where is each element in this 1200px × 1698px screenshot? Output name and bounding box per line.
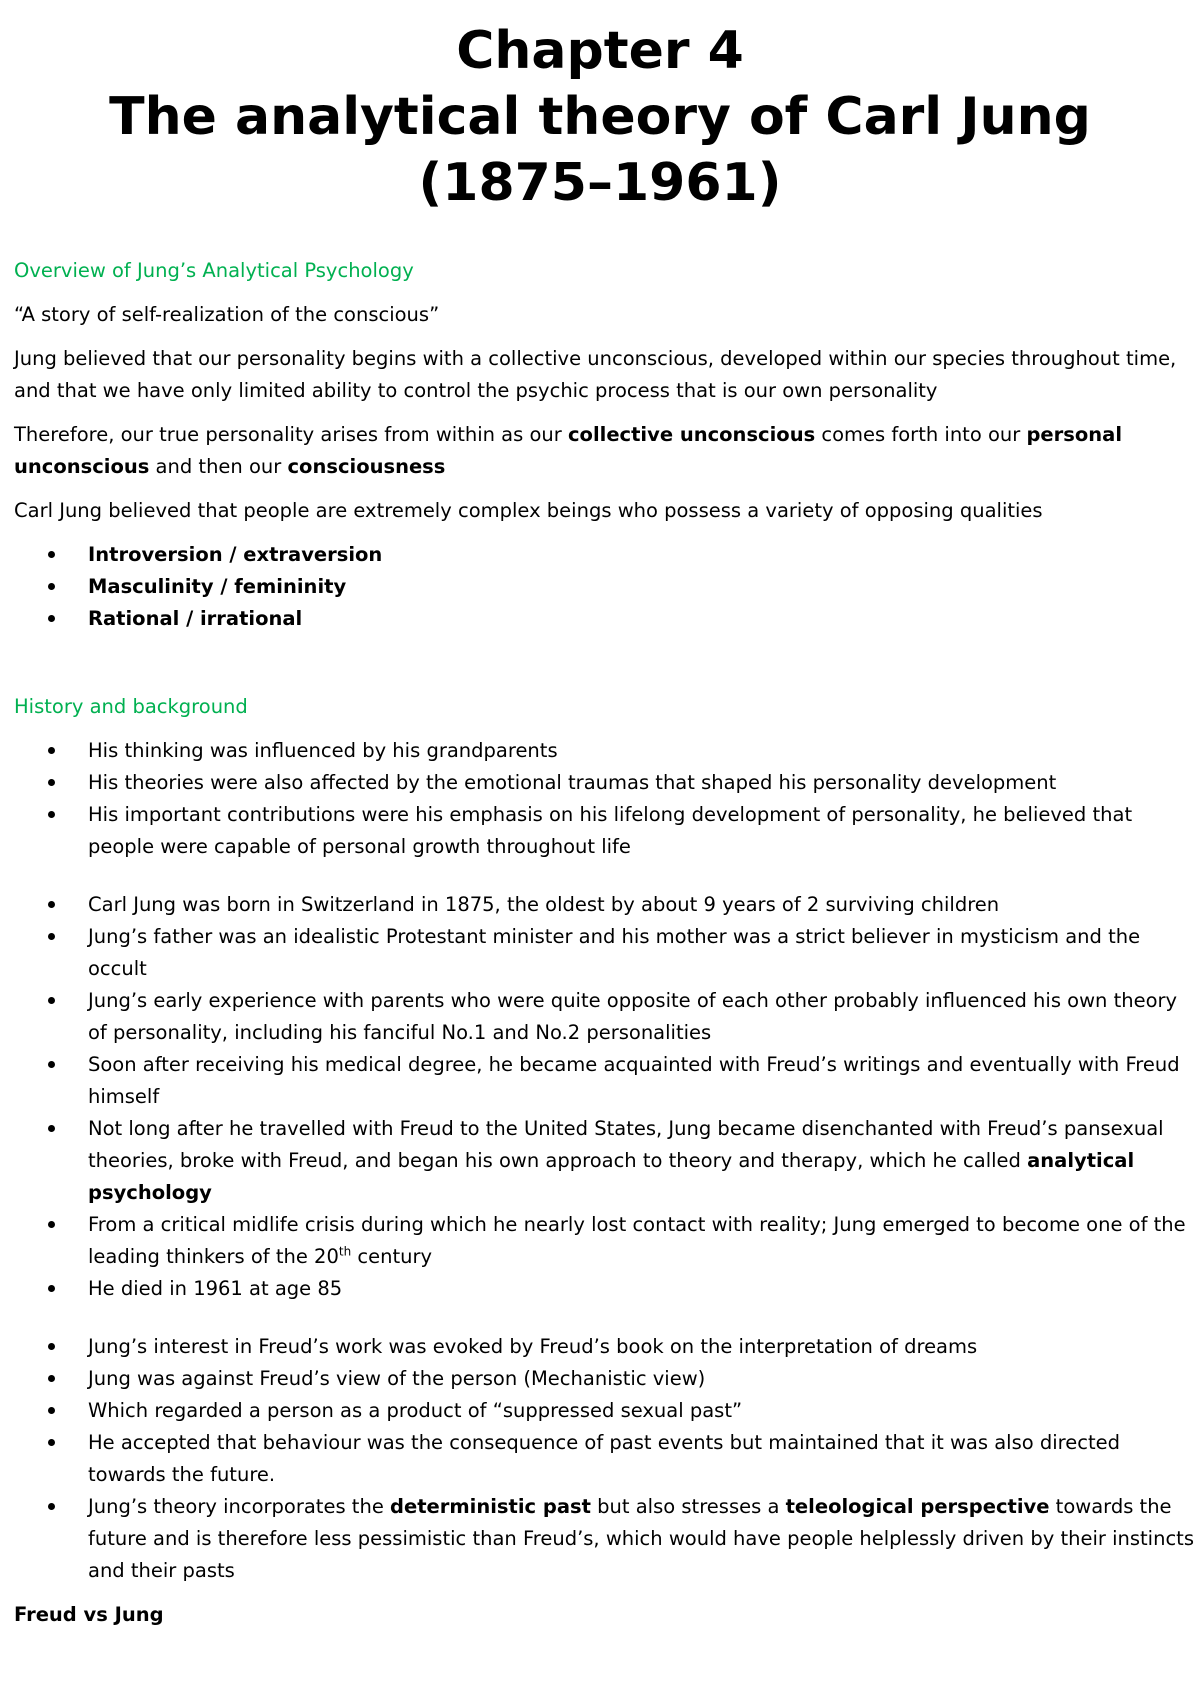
section-heading-overview: Overview of Jung’s Analytical Psychology	[14, 259, 414, 282]
list-item: He died in 1961 at age 85	[14, 1273, 1196, 1305]
term-collective-unconscious: collective unconscious	[568, 423, 816, 446]
term-personal-unconscious: personal unconscious	[14, 423, 1122, 478]
list-item: His thinking was influenced by his grandparents	[14, 735, 1196, 767]
list-item: Soon after receiving his medical degree, he became acquainted with Freud’s writings and eventually with Freud himself	[14, 1049, 1196, 1113]
term-deterministic-past: deterministic past	[390, 1495, 591, 1518]
section-heading-history: History and background	[14, 695, 248, 718]
title-main: The analytical theory of Carl Jung	[109, 87, 1091, 147]
term-teleological-perspective: teleological perspective	[785, 1495, 1050, 1518]
list-item: Introversion / extraversion	[14, 539, 1196, 571]
list-item: He accepted that behaviour was the consequence of past events but maintained that it was also directed towards the future.	[14, 1427, 1196, 1491]
overview-paragraph-2: Therefore, our true personality arises from within as our collective unconscious comes forth into our personal unconscious and then our consciousness	[14, 423, 1122, 478]
title-years: (1875–1961)	[418, 153, 782, 213]
opposing-qualities-list	[14, 539, 1196, 635]
list-item: Not long after he travelled with Freud to the United States, Jung became disenchanted with Freud’s pansexual theories, broke with Freud, and began his own approach to theory and therapy, which he called analytical psychology	[14, 1113, 1196, 1209]
list-item: Which regarded a person as a product of “suppressed sexual past”	[14, 1395, 1196, 1427]
history-list-3	[14, 1331, 1196, 1587]
history-list-2	[14, 889, 1196, 1305]
list-item: Masculinity / femininity	[14, 571, 1196, 603]
list-item: His theories were also affected by the emotional traumas that shaped his personality development	[14, 767, 1196, 799]
term-consciousness: consciousness	[287, 455, 446, 478]
list-item: Rational / irrational	[14, 603, 1196, 635]
overview-paragraph-3: Carl Jung believed that people are extremely complex beings who possess a variety of opposing qualities	[14, 499, 1043, 522]
section-heading-freud-vs-jung: Freud vs Jung	[14, 1603, 164, 1626]
list-item: Jung’s interest in Freud’s work was evoked by Freud’s book on the interpretation of dreams	[14, 1331, 1196, 1363]
term-analytical-psychology: analytical psychology	[88, 1149, 1135, 1204]
overview-quote: “A story of self-realization of the conscious”	[14, 303, 440, 326]
overview-paragraph-1: Jung believed that our personality begins with a collective unconscious, developed within our species throughout time, and that we have only limited ability to control the psychic process that is our own personality	[14, 347, 1177, 402]
list-item: Jung was against Freud’s view of the person (Mechanistic view)	[14, 1363, 1196, 1395]
list-item: Jung’s early experience with parents who were quite opposite of each other probably influenced his own theory of personality, including his fanciful No.1 and No.2 personalities	[14, 985, 1196, 1049]
title-chapter-number: Chapter 4	[456, 21, 744, 81]
list-item: From a critical midlife crisis during which he nearly lost contact with reality; Jung emerged to become one of the leading thinkers of the 20th century	[14, 1209, 1196, 1273]
list-item: Jung’s father was an idealistic Protestant minister and his mother was a strict believer in mysticism and the occult	[14, 921, 1196, 985]
list-item: Jung’s theory incorporates the deterministic past but also stresses a teleological perspective towards the future and is therefore less pessimistic than Freud’s, which would have people helplessly driven by their instincts and their pasts	[14, 1491, 1196, 1587]
document-body	[14, 255, 1196, 1631]
list-item: Carl Jung was born in Switzerland in 1875, the oldest by about 9 years of 2 surviving children	[14, 889, 1196, 921]
chapter-title	[0, 18, 1200, 216]
history-list-1	[14, 735, 1196, 863]
list-item: His important contributions were his emphasis on his lifelong development of personality, he believed that people were capable of personal growth throughout life	[14, 799, 1196, 863]
